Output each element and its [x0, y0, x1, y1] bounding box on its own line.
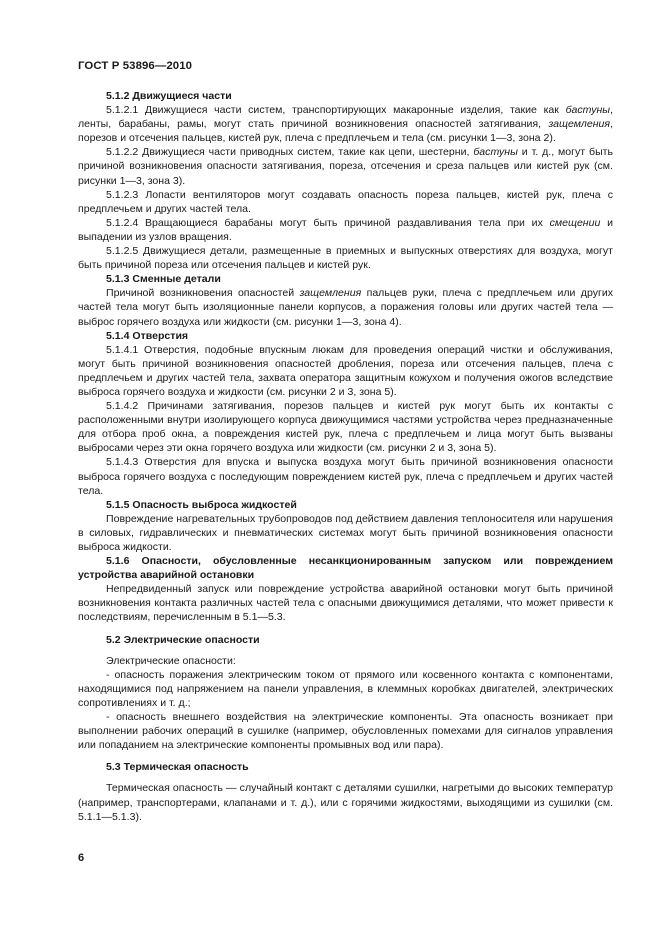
paragraph-5-1-4-1: 5.1.4.1 Отверстия, подобные впускным люкам для проведения операций чистки и обслуживания, могут быть причиной возникновения опасностей дробления, пореза или отсечения пальцев, плеча с предплечьем и других частей тела, захвата оператора защитным кожухом и получения ожогов вследствие выброса горячего воздуха и жидкости (см. рисунки 2 и 3, зона 5). [78, 343, 613, 398]
italic-term: бастуны [473, 146, 518, 159]
page-number: 6 [78, 852, 85, 864]
paragraph-5-1-2-4 [78, 216, 613, 244]
heading-5-1-4: 5.1.4 Отверстия [106, 329, 189, 342]
paragraph-5-3: Термическая опасность — случайный контакт с деталями сушилки, нагретыми до высоких температур (например, транспортерами, клапанами и т. д.), или с горячими жидкостями, выходящими из сушилки (см. 5.1.1—5.1.3). [78, 782, 613, 823]
paragraph-5-1-3 [78, 286, 613, 328]
paragraph-5-1-2-3: 5.1.2.3 Лопасти вентиляторов могут создавать опасность пореза пальцев, кистей рук, плеча с предплечьем и других частей тела. [78, 188, 613, 215]
heading-5-1-6: 5.1.6 Опасности, обусловленные несанкционированным запуском или повреждением устройства аварийной остановки [78, 555, 613, 582]
paragraph-5-1-5: Повреждение нагревательных трубопроводов под действием давления теплоносителя или нарушения в силовых, гидравлических и пневматических системах могут быть причиной возникновения опасности выброса жидкости. [78, 512, 613, 553]
heading-5-3: 5.3 Термическая опасность [106, 761, 249, 774]
text-run: и т. д., могут быть причиной возникновения опасности затягивания, пореза, отсечения и среза пальцев или кистей рук (см. рисунки 1—3, зона 3). [78, 146, 613, 187]
heading-5-1-3: 5.1.3 Сменные детали [106, 273, 221, 286]
paragraph-5-1-2-2 [78, 145, 613, 187]
paragraph-5-1-6: Непредвиденный запуск или повреждение устройства аварийной остановки могут быть причиной возникновения контакта различных частей тела с опасными движущимися деталями, что может привести к последствиям, перечисленным в 5.1—5.3. [78, 583, 613, 624]
text-run: и выпадении из узлов вращения. [78, 216, 613, 243]
paragraph-5-1-2-5: 5.1.2.5 Движущиеся детали, размещенные в приемных и выпускных отверстиях для воздуха, могут быть причиной пореза или отсечения пальцев и кистей рук. [78, 245, 613, 272]
text-run: 5.1.2.4 Вращающиеся барабаны могут быть причиной раздавливания тела при их [106, 216, 550, 229]
text-run: Причиной возникновения опасностей [106, 287, 300, 300]
standard-designation: ГОСТ Р 53896—2010 [78, 60, 193, 72]
document-body [78, 89, 613, 824]
paragraph-5-2-intro: Электрические опасности: [106, 654, 236, 667]
text-run: , порезов и отсечения пальцев, кистей рук, плеча с предплечьем и тела (см. рисунки 1—3, зона 2). [78, 118, 613, 145]
list-item-external-impact: - опасность внешнего воздействия на электрические компоненты. Эта опасность возникает при выполнении рабочих операций в сушилке (например, обусловленных помехами для сигналов управления или попаданием на электрические компоненты промывных вод или пара). [78, 711, 613, 752]
heading-5-2: 5.2 Электрические опасности [106, 633, 260, 646]
heading-5-1-2: 5.1.2 Движущиеся части [106, 90, 232, 102]
text-run: , ленты, барабаны, рамы, могут стать причиной возникновения опасностей затягивания, [78, 104, 613, 131]
paragraph-5-1-4-2: 5.1.4.2 Причинами затягивания, порезов пальцев и кистей рук могут быть их контакты с расположенными внутри изолирующего корпуса движущимися частями устройства через предназначенные для отбора проб окна, а повреждения кистей рук, плеча с предплечьем и лица могут быть вызваны выбросами через эти окна горячего воздуха или жидкости (см. рисунки 2 и 3, зона 5). [78, 400, 613, 455]
text-run: 5.1.2.1 Движущиеся части систем, транспортирующих макаронные изделия, такие как [106, 104, 566, 117]
list-item-electric-shock: - опасность поражения электрическим током от прямого или косвенного контакта с компонентами, находящимися под напряжением на панели управления, в клеммных коробках двигателей, электрических сопротивлениях и т. д.; [78, 668, 613, 709]
paragraph-5-1-2-1 [78, 103, 613, 145]
italic-term: защемления [299, 287, 362, 300]
italic-term: бастуны [565, 104, 611, 117]
paragraph-5-1-4-3: 5.1.4.3 Отверстия для впуска и выпуска воздуха могут быть причиной возникновения опасности выброса горячего воздуха с последующим повреждением кистей рук, плеча с предплечьем и других частей тела. [78, 456, 613, 497]
italic-term: защемления [548, 118, 611, 131]
text-run: 5.1.2.2 Движущиеся части приводных систем, такие как цепи, шестерни, [106, 146, 474, 159]
text-run: пальцев руки, плеча с предплечьем или других частей тела могут быть изоляционные панели корпусов, а поражения головы или других частей тела — выброс горячего воздуха или жидкости (см. рисунки 1—3, зона 4). [78, 287, 613, 328]
heading-5-1-5: 5.1.5 Опасность выброса жидкостей [106, 498, 297, 511]
italic-term: смещении [549, 216, 601, 229]
